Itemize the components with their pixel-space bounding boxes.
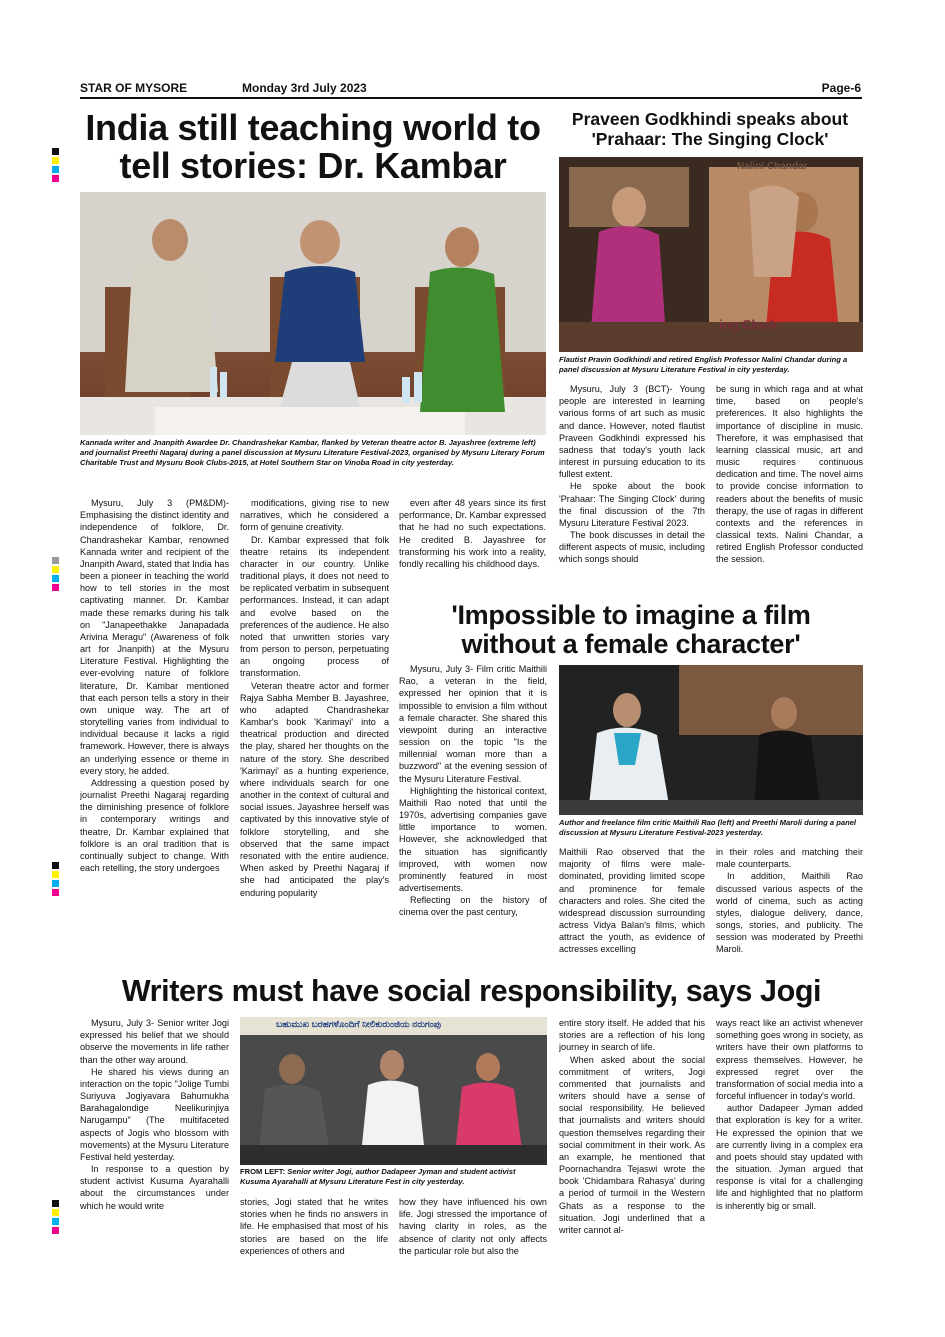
reg-mark-black (52, 862, 59, 869)
paragraph: stories, Jogi stated that he writes stories when he finds no answers in life. He emphasised that most of his stories are based on the life experiences of others and (240, 1197, 388, 1256)
paragraph: Mysuru, July 3 (BCT)- Young people are interested in learning various forms of art such as music and dance. However, noted flautist Praveen Godkhindi expressed his sadness that today's youth lack interest in pursuing education to its fullest extent. (559, 384, 705, 480)
story1-headline: India still teaching world to tell stories: Dr. Kambar (85, 107, 541, 186)
paragraph: in their roles and matching their male counterparts. (716, 847, 863, 870)
paragraph: Mysuru, July 3- Film critic Maithili Rao, a veteran in the field, expressed her opinion that it is impossible to envision a film without a female character. She shared this viewpoint during an interactive session on the topic "Is the millennial woman more than a buzzword" at the evening session of the Mysuru Literature Festival. (399, 664, 547, 784)
caption-text: Senior writer Jogi, author Dadapeer Jyman and student activist Kusuma Ayarahalli at Mysuru Literature Fest in city yesterday. (240, 1167, 516, 1186)
story2-headline: Praveen Godkhindi speaks about 'Prahaar: The Singing Clock' (571, 109, 849, 149)
godkhindi-panel-photo (559, 157, 863, 352)
story4-column-2 (240, 1196, 388, 1272)
issue-date: Monday 3rd July 2023 (242, 81, 367, 95)
story3-column-2 (559, 846, 705, 976)
reg-mark-cyan (52, 880, 59, 887)
paragraph: Highlighting the historical context, Maithili Rao noted that until the 1970s, advertising companies gave little importance to women. However, she acknowledged that the situation has significantly improved, with women now prominently featured in most advertisements. (399, 785, 547, 894)
reg-mark-black (52, 1200, 59, 1207)
paragraph: Reflecting on the history of cinema over the past century, (399, 895, 547, 918)
reg-mark-magenta (52, 1227, 59, 1234)
header-rule (80, 97, 862, 99)
story3-column-3 (716, 846, 863, 976)
story4-caption (240, 1167, 547, 1187)
story4-column-5 (716, 1017, 863, 1272)
paragraph: Mysuru, July 3- Senior writer Jogi expressed his belief that we should observe the movements in life rather than the other way around. (80, 1018, 229, 1065)
paragraph: Dr. Kambar expressed that folk theatre retains its independent character in our country. Unlike traditional plays, it does not need to be replicated verbatim in subsequent performances. Instead, it can adapt and evolve based on the preferences of the audience. He also noted that unwritten stories vary from person to person, perpetuating an ongoing process of transformation. (240, 534, 389, 679)
reg-mark-yellow (52, 157, 59, 164)
story2-caption: Flautist Pravin Godkhindi and retired English Professor Nalini Chandar during a panel discussion at Mysuru Literature Festival in city yesterday. (559, 355, 848, 374)
paragraph: modifications, giving rise to new narratives, which he considered a form of genuine creativity. (240, 498, 389, 533)
story1-column-3 (399, 497, 546, 597)
reg-mark-cyan (52, 166, 59, 173)
paragraph: Addressing a question posed by journalist Preethi Nagaraj regarding the diminishing presence of folklore in contemporary writings and theatre, Dr. Kambar explained that folklore is an oral tradition that is continually subject to change. With each retelling, the story undergoes (80, 777, 229, 874)
story1-column-2 (240, 497, 389, 977)
reg-mark-magenta (52, 175, 59, 182)
photo-banner-text: ing Clock (719, 317, 778, 332)
paragraph: author Dadapeer Jyman added that exploration is key for a writer. He expressed the opinion that we are currently living in a complex era and poets should stay updated with the situation. Jyman argued that response is vital for a challenging life and highlighted that no platform is inherently big or small. (716, 1103, 863, 1211)
reg-mark-gray (52, 557, 59, 564)
paragraph: Veteran theatre actor and former Rajya Sabha Member B. Jayashree, who adapted Chandrashekar Kambar's book 'Karimayi' into a theatrical production and directed the play, shared her thoughts on the nature of the story. She described 'Karimayi' as a hunting experience, where individuals search for one another in the context of cultural and social issues. Jayashree herself was captivated by this innovative style of folklore storytelling, and she observed that the same impact resonated with the entire audience. When asked by Preethi Nagaraj if she had anticipated the play's enduring popularity (240, 680, 389, 898)
paragraph: When asked about the social commitment of writers, Jogi commented that journalists and writers should have a sense of social responsibility. He believed that journalists and writers should question themselves regarding their social commitment in their work. As an example, he mentioned that Poornachandra Tejaswi wrote the book 'Chidambara Rahasya' during a period of turmoil in the Western Ghats as a response to the situation. Jogi underlined that a writer cannot al- (559, 1054, 705, 1235)
photo-banner-text: Nalini Chandar (737, 161, 808, 172)
story2-column-2 (716, 383, 863, 593)
paragraph: ways react like an activist whenever something goes wrong in society, as writers have their own platforms to express themselves. However, he expressed regret over the transformation of social media into a forceful influencer in today's world. (716, 1018, 863, 1102)
jogi-panel-photo (240, 1017, 547, 1165)
paragraph: even after 48 years since its first performance, Dr. Kambar expressed that he had no such expectations. He credited B. Jayashree for transforming his work into a reality, fondly recalling his childhood days. (399, 498, 546, 569)
paragraph: Maithili Rao observed that the majority of films were male-dominated, providing limited scope and prominence for female characters and roles. She cited the widespread discussion surrounding actress Vidya Balan's films, which attract the youth, as evidence of actresses excelling (559, 847, 705, 955)
story3-headline: 'Impossible to imagine a film without a female character' (451, 600, 811, 659)
reg-mark-cyan (52, 1218, 59, 1225)
maithili-panel-photo (559, 665, 863, 815)
reg-mark-yellow (52, 871, 59, 878)
page-number: Page-6 (821, 81, 861, 95)
story4-column-4 (559, 1017, 705, 1272)
paragraph: He spoke about the book 'Prahaar: The Singing Clock' during the final discussion of the 7th Mysuru Literature Festival 2023. (559, 481, 705, 528)
story4-headline: Writers must have social responsibility, says Jogi (121, 974, 822, 1008)
story4-column-1 (80, 1017, 229, 1272)
story1-caption: Kannada writer and Jnanpith Awardee Dr. Chandrashekar Kambar, flanked by Veteran theatre actor B. Jayashree (extreme left) and journalist Preethi Nagaraj during a panel discussion at Mysuru Literature Festival-2023, organised by Mysuru Literary Forum Charitable Trust and Mysuru Book Clubs-2015, at Hotel Southern Star on Vinoba Road in city yesterday. (80, 438, 545, 467)
reg-mark-yellow (52, 1209, 59, 1216)
reg-mark-yellow (52, 566, 59, 573)
reg-mark-cyan (52, 575, 59, 582)
caption-prefix: FROM LEFT: (240, 1167, 288, 1176)
paragraph: be sung in which raga and at what time, based on people's preferences. It also highlights the importance of discipline in music. Therefore, it was emphasised that learning classical music, art and music requires continuous dedication and time. The novel aims to provide concise information to readers about the benefits of music therapy, the use of ragas in different contexts and the references in classical texts. Nalini Chandar, a retired English Professor conducted the session. (716, 384, 863, 565)
paragraph: entire story itself. He added that his stories are a reflection of his long journey in search of life. (559, 1018, 705, 1053)
story2-column-1 (559, 383, 705, 593)
masthead: STAR OF MYSORE (80, 81, 188, 95)
kambar-panel-photo (80, 192, 546, 435)
paragraph: In response to a question by student activist Kusuma Ayarahalli about the circumstances under which he would write (80, 1164, 229, 1211)
story3-caption: Author and freelance film critic Maithili Rao (left) and Preethi Maroli during a panel discussion at Mysuru Literature Festival-2023 yesterday. (559, 818, 857, 837)
stage-banner-text: ಬಹುಮುಖ ಬರಹಗಳೊಂದಿಗೆ ನೀಲಿಕುರುಂಜಿಯ ನರುಗಂಪು (276, 1019, 441, 1029)
story4-column-3 (399, 1196, 547, 1272)
reg-mark-black (52, 148, 59, 155)
paragraph: Mysuru, July 3 (PM&DM)- Emphasising the distinct identity and independence of folklore, Dr. Chandrashekar Kambar, renowned Kannada writer and recipient of the Jnanpith Award, stated that India has been a pioneer in teaching the world how to tell stories in the most captivating manner. Dr. Kambar made these remarks during his talk on "Janapeethakke Janapadada Arivina Meragu" (Awareness of folk art for Jnanpith) at the Mysuru Literature Festival. Highlighting the ever-evolving nature of folklore literature, Dr. Kambar mentioned that each person tells a story in their own unique way. The art of storytelling varies from individual to individual because it lacks a rigid framework. However, there is always an underlying essence or theme in every story, he added. (80, 498, 229, 776)
paragraph: how they have influenced his own life. Jogi stressed the importance of having clarity in roles, as the absence of clarity not only affects the particular role but also the (399, 1197, 547, 1256)
paragraph: The book discusses in detail the different aspects of music, including which songs should (559, 530, 705, 565)
reg-mark-magenta (52, 889, 59, 896)
reg-mark-magenta (52, 584, 59, 591)
story1-column-1 (80, 497, 229, 977)
paragraph: He shared his views during an interaction on the topic "Jolige Tumbi Suriyuva Jogiyavara Bahumukha Barahagalondige Neelikurinjiya Narugampu" (The multifaceted aspects of Jogis who blossom with movements) at the Mysuru Literature Festival held yesterday. (80, 1066, 229, 1162)
story3-column-1 (399, 663, 547, 975)
paragraph: In addition, Maithili Rao discussed various aspects of the world of cinema, such as acting styles, dialogue delivery, dance, songs, stories, and publicity. The session was moderated by Preethi Maroli. (716, 871, 863, 955)
